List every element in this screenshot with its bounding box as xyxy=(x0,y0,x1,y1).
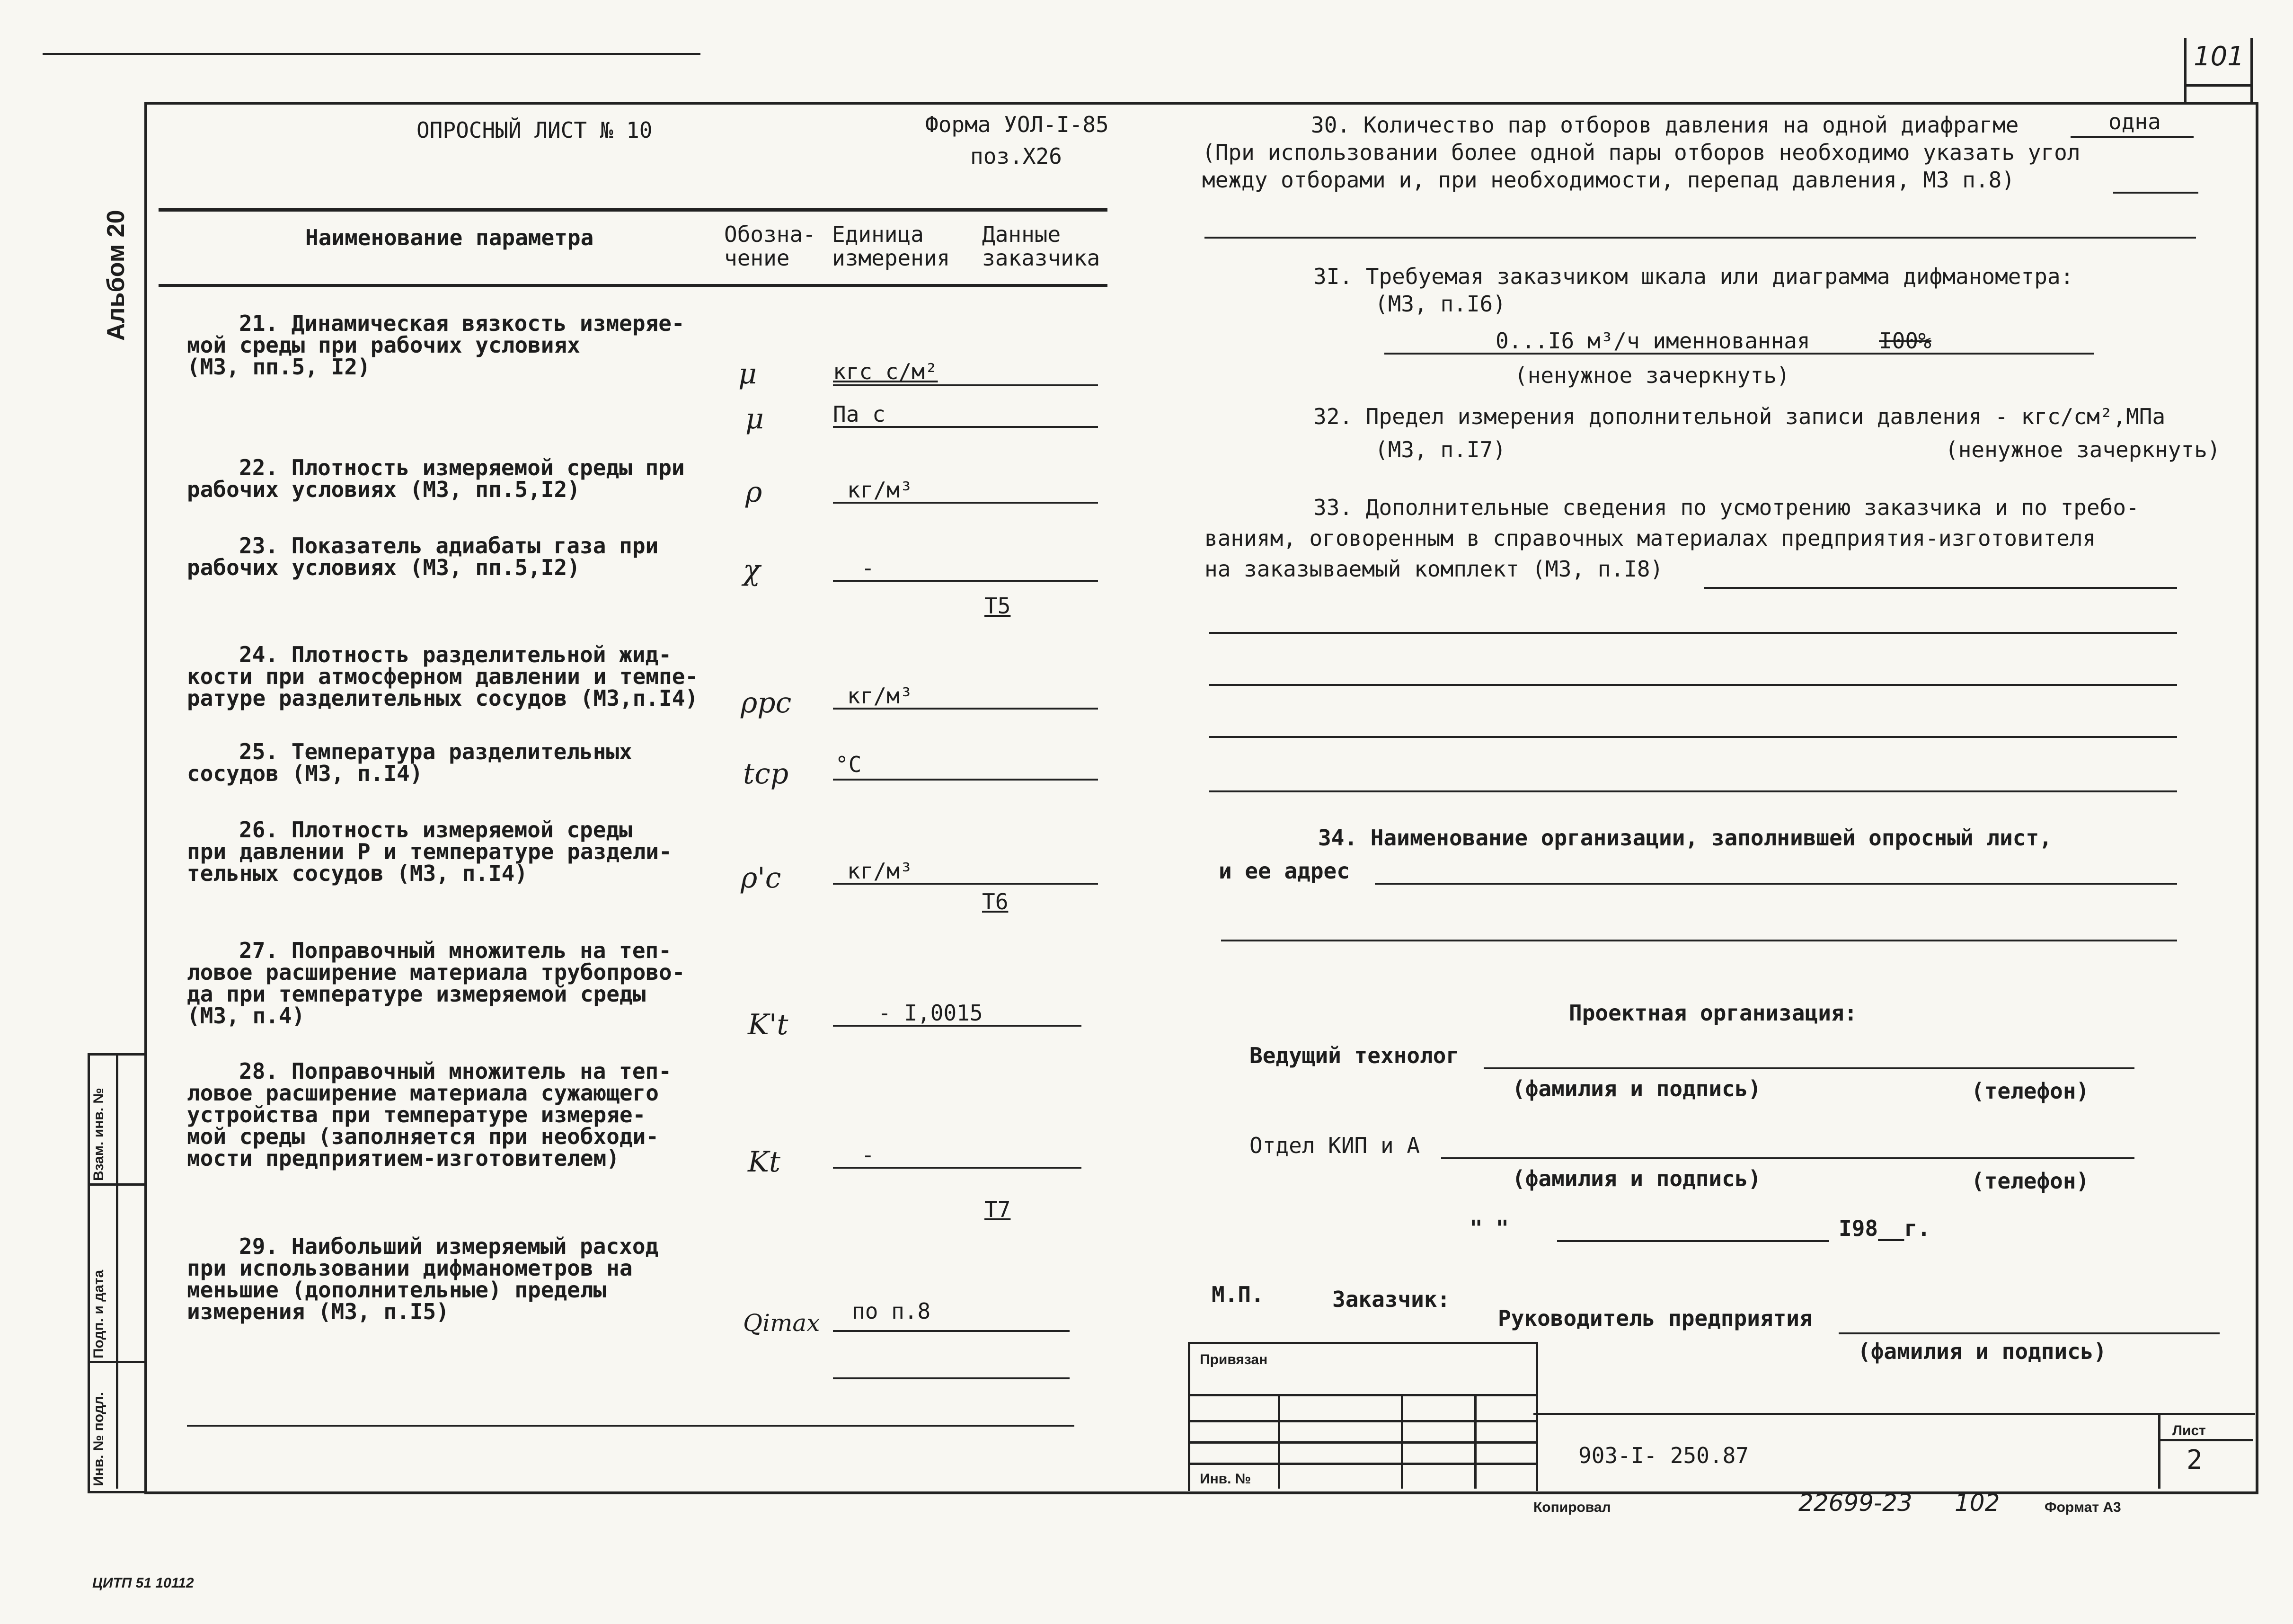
album-label: Альбом 20 xyxy=(102,210,130,341)
header-unit-2: измерения xyxy=(832,245,950,271)
director-line xyxy=(1839,1332,2220,1334)
symbol-rho-rs: ρрс xyxy=(741,686,792,719)
stamp-privyazan: Привязан xyxy=(1200,1352,1268,1367)
stamp-row-1 xyxy=(1188,1394,1536,1396)
symbol-chi: χ xyxy=(743,554,761,587)
item-25: 25. Температура разделительных сосудов (М3, п.I4) xyxy=(187,739,632,786)
title-block-sheet-divider xyxy=(2158,1413,2160,1489)
item-30-answer-line xyxy=(2071,136,2194,138)
item-30-extra-line xyxy=(2113,192,2198,194)
customer-label: Заказчик: xyxy=(1332,1287,1451,1312)
date-line xyxy=(1557,1240,1829,1242)
stamp-row-2 xyxy=(1188,1420,1536,1422)
item-22: 22. Плотность измеряемой среды при рабочих условиях (М3, пп.5,I2) xyxy=(187,455,685,502)
item-26: 26. Плотность измеряемой среды при давлении Р и температуре раздели- тельных сосудов (М3, п.I4) xyxy=(187,817,672,886)
side-cell-inv-orig: Инв. № подл. xyxy=(91,1392,106,1486)
page-number-handwritten: 101 xyxy=(2194,41,2244,72)
stamp-col-1 xyxy=(1278,1394,1280,1489)
date-quotes: " " xyxy=(1470,1216,1509,1241)
item-31-line xyxy=(1384,353,2094,355)
unit-25-line xyxy=(833,779,1098,781)
value-29: по п.8 xyxy=(852,1298,931,1324)
header-customer-2: заказчика xyxy=(982,245,1100,271)
item-30: 30. Количество пар отборов давления на одной диафрагме (При использовании более одной пары отборов необходимо указать угол между отборами и, при необходимости, перепад давления, М3 п.8) xyxy=(1202,112,2081,193)
symbol-mu-1: μ xyxy=(738,357,757,390)
item-33-line-5 xyxy=(1209,790,2177,792)
item-33-line-1 xyxy=(1704,587,2177,589)
header-symbol-2: чение xyxy=(724,245,790,271)
header-parameter-name: Наименование параметра xyxy=(305,225,594,250)
unit-24: кг/м³ xyxy=(847,683,913,709)
lead-technologist-phone-note: (телефон) xyxy=(1971,1078,2089,1104)
unit-26: кг/м³ xyxy=(847,858,913,884)
seal-mp: М.П. xyxy=(1212,1282,1264,1307)
value-29-line-2 xyxy=(833,1377,1070,1379)
symbol-k-prime-t: K't xyxy=(748,1008,788,1041)
stamp-col-2 xyxy=(1401,1394,1403,1489)
item-24: 24. Плотность разделительной жид- кости при атмосферном давлении и темпе- ратуре разделительных сосудов (М3,п.I4) xyxy=(187,642,699,711)
table-header-top-line xyxy=(159,208,1107,212)
page-number-box-left xyxy=(2184,38,2187,104)
director-fio-note: (фамилия и подпись) xyxy=(1858,1339,2107,1364)
tag-t6: Т6 xyxy=(982,889,1009,914)
item-31-value: 0...I6 м³/ч именнованная xyxy=(1496,328,1810,354)
item-34-line-1 xyxy=(1375,883,2177,885)
unit-21a-line xyxy=(833,384,1098,386)
item-31: 3I. Требуемая заказчиком шкала или диаграмма дифманометра: (М3, п.I6) xyxy=(1313,264,2074,317)
lead-technologist-line xyxy=(1484,1067,2134,1069)
form-title: ОПРОСНЫЙ ЛИСТ № 10 xyxy=(416,117,653,143)
project-org-title: Проектная организация: xyxy=(1569,1000,1858,1026)
unit-22-line xyxy=(833,502,1098,504)
director-label: Руководитель предприятия xyxy=(1498,1305,1813,1331)
lead-technologist-label: Ведущий технолог xyxy=(1249,1043,1460,1068)
value-28-line xyxy=(833,1167,1081,1169)
value-27: - I,0015 xyxy=(878,1000,983,1026)
value-29-line xyxy=(833,1330,1070,1332)
symbol-q-imax: Qimax xyxy=(743,1309,820,1337)
item-31-struck: I00% xyxy=(1879,328,1931,354)
side-cell-replaced-inv: Взам. инв. № xyxy=(91,1088,106,1181)
item-32-line2: (М3, п.I7) xyxy=(1375,437,1506,462)
header-customer-1: Данные xyxy=(982,222,1061,247)
unit-23-line xyxy=(833,580,1098,582)
unit-23: - xyxy=(861,555,875,581)
item-21: 21. Динамическая вязкость измеряе- мой среды при рабочих условиях (М3, пп.5, I2) xyxy=(187,311,685,380)
item-30-bottom-line xyxy=(1204,237,2196,239)
table-header-bottom-line xyxy=(159,284,1107,287)
footer-handnum: 102 xyxy=(1955,1489,2000,1517)
item-27: 27. Поправочный множитель на теп- ловое расширение материала трубопрово- да при температуре измеряемой среды (М3, п.4) xyxy=(187,938,685,1029)
symbol-mu-2: μ xyxy=(745,402,764,435)
footer-bottom-left-code: ЦИТП 51 10112 xyxy=(92,1575,194,1591)
document-code: 903-I- 250.87 xyxy=(1578,1443,1749,1468)
side-cell-vertical xyxy=(116,1053,118,1489)
unit-25: °С xyxy=(835,752,862,777)
unit-21b: Па с xyxy=(833,401,885,427)
kip-dept-fio-note: (фамилия и подпись) xyxy=(1512,1166,1762,1191)
header-symbol-1: Обозна- xyxy=(724,222,816,247)
unit-22: кг/м³ xyxy=(847,477,913,503)
form-code: Форма УОЛ-I-85 xyxy=(925,112,1109,137)
unit-24-line xyxy=(833,708,1098,710)
position-code: поз.Х26 xyxy=(970,143,1062,169)
symbol-t-sr: tср xyxy=(743,757,789,790)
symbol-rho: ρ xyxy=(745,476,762,509)
item-34: 34. Наименование организации, заполнившей опросный лист, и ее адрес xyxy=(1219,825,2052,884)
kip-dept-label: Отдел КИП и А xyxy=(1249,1133,1420,1158)
unit-21b-line xyxy=(833,426,1098,428)
left-bottom-line xyxy=(187,1425,1074,1427)
tag-t5: Т5 xyxy=(984,593,1011,619)
lead-technologist-fio-note: (фамилия и подпись) xyxy=(1512,1076,1762,1101)
page-number-box-right xyxy=(2250,38,2253,104)
title-block-top xyxy=(1533,1413,2255,1415)
value-28: - xyxy=(861,1142,875,1168)
kip-dept-line xyxy=(1441,1157,2134,1159)
stamp-row-4 xyxy=(1188,1463,1536,1465)
page-number-box-line xyxy=(2184,84,2253,87)
item-33-line-3 xyxy=(1209,684,2177,686)
item-32-line1: 32. Предел измерения дополнительной записи давления - кгс/см²,МПа xyxy=(1313,404,2166,429)
item-32-note: (ненужное зачеркнуть) xyxy=(1945,437,2221,462)
item-34-line-2 xyxy=(1221,940,2177,941)
symbol-k-t: Kt xyxy=(748,1145,780,1179)
year-field: I98__г. xyxy=(1839,1216,1930,1241)
item-33: 33. Дополнительные сведения по усмотрению заказчика и по требо- ваниям, оговоренным в справочных материалах предприятия-изготовителя на заказываемый комплект (М3, п.I8) xyxy=(1204,495,2139,582)
stamp-inv-number: Инв. № xyxy=(1200,1471,1251,1487)
value-27-line xyxy=(833,1025,1081,1027)
item-29: 29. Наибольший измеряемый расход при использовании дифманометров на меньшие (дополнительные) пределы измерения (М3, п.I5) xyxy=(187,1234,659,1324)
sheet-label: Лист xyxy=(2172,1423,2206,1438)
footer-format: Формат А3 xyxy=(2045,1500,2121,1515)
item-31-note: (ненужное зачеркнуть) xyxy=(1514,363,1790,388)
kip-dept-phone-note: (телефон) xyxy=(1971,1168,2089,1194)
footer-copied: Копировал xyxy=(1533,1500,1611,1515)
unit-26-line xyxy=(833,883,1098,885)
unit-21a: кгс с/м² xyxy=(833,359,938,384)
side-cell-sign-date: Подп. и дата xyxy=(91,1269,106,1358)
item-30-answer: одна xyxy=(2108,109,2161,134)
symbol-rho-prime-c: ρ'с xyxy=(741,861,781,895)
stamp-col-3 xyxy=(1474,1394,1477,1489)
item-28: 28. Поправочный множитель на теп- ловое расширение материала сужающего устройства при температуре измеряе- мой среды (заполняется при необходи- мости предприятием-изготовителем) xyxy=(187,1058,672,1171)
header-unit-1: Единица xyxy=(832,222,924,247)
stamp-row-3 xyxy=(1188,1441,1536,1444)
top-margin-line xyxy=(43,53,700,55)
footer-number: 22699-23 xyxy=(1798,1489,1912,1517)
tag-t7: Т7 xyxy=(984,1197,1011,1222)
item-33-line-2 xyxy=(1209,632,2177,634)
sheet-number: 2 xyxy=(2187,1445,2203,1475)
item-23: 23. Показатель адиабаты газа при рабочих условиях (М3, пп.5,I2) xyxy=(187,533,659,580)
item-33-line-4 xyxy=(1209,736,2177,738)
